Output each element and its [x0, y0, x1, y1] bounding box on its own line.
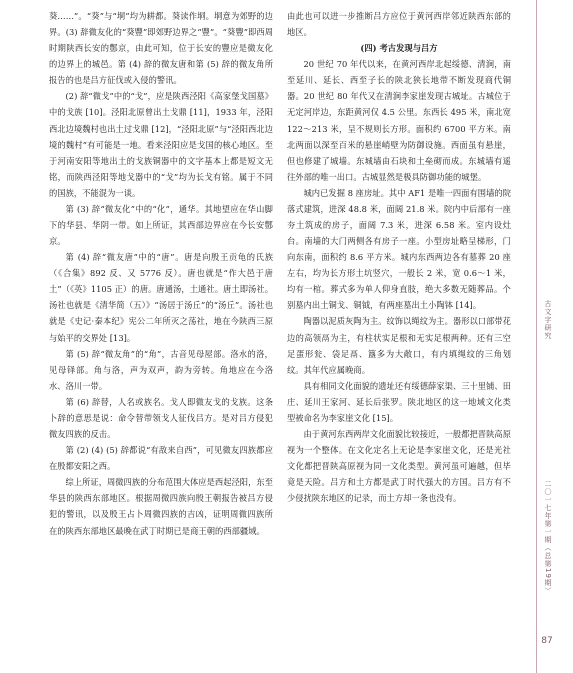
body-paragraph: 第 (3) 辞“微友化”中的“化”，通华。其地望应在华山脚下的华县、华阴一带。如上所证，其西部边界应在今长安鄷京。 [49, 203, 273, 247]
body-paragraph: 第 (5) 辞“微友角”的“角”，古音见母屋部。洛水的洛，见母铎部。角与洛，声为双声，韵为旁转。角地应在今洛水、洛川一带。 [49, 348, 273, 391]
body-paragraph: 第 (2) (4) (5) 辞都说“有敌来自西”，可见微友四族都应在殷都安阳之西。 [49, 445, 273, 472]
body-paragraph: 由此也可以进一步推断吕方应位于黄河西岸邻近陕西东部的地区。 [287, 11, 511, 38]
page-number: 87 [541, 636, 553, 646]
body-paragraph: 城内已发掘 8 座房址。其中 AF1 是唯一四面有围墙的院落式建筑，进深 48.8 米，面阔 21.8 米。院内中后部有一座夯土筑成的房子，面阔 7.3 米，进深 6.58 米。室内设灶台。南墙的大门两侧各有房子一座。小型房址略呈梯形，门向东南，面积约 8.6 平方米。城内东西两边各有墓葬 20 座左右，均为长方形土坑竖穴，一般长 2 米，宽 0.6～1 米，均有一棺。葬式多为单人仰身直肢，绝大多数无随葬品。个别墓内出土铜戈、铜钺，有两座墓出土小陶钵 [14]。 [287, 187, 511, 311]
body-paragraph: 20 世纪 70 年代以来，在黄河西岸北起绥德、清涧，南至延川、延长、西至子长的陕北狭长地带不断发现商代铜器。20 世纪 80 年代又在清涧李家崖发现古城址。古城位于无定河岸边，东距黄河仅 4.5 公里。东西长 495 米，南北宽 122～213 米，呈不规则长方形。面积约 6700 平方米。南北两面以深至百米的悬崖峭壁为防御设施。西面虽有悬崖，但也修建了城墙。东城墙由石块和土垒砌而成。东城墙有遥往外部的唯一出口。古城显然是极具防御功能的城堡。 [287, 59, 511, 182]
body-paragraph: 陶器以泥质灰陶为主。纹饰以绳纹为主。器形以口部带花边的高领鬲为主，有柱状实足根和无实足根两种。还有三空足蛋形瓮、袋足鬲、簋多为大敞口，有内填绳纹的三角划纹。其年代应属晚商。 [287, 316, 511, 375]
body-paragraph: 葵……”。“葵”与“垌”均为耕都。葵读作垌。垌意为郊野的边界。(3) 辞微友化的“葵豐”即郊野边界之“豐”。“葵豐”即西周时期陕西长安的鄷京，由此可知，位于长安的豐应是微友化的边界上的城邑。第 (4) 辞的微友唐和第 (5) 辞的微友角所报告的也是吕方征伐或入侵的警讯。 [49, 11, 273, 86]
body-paragraph: 第 (4) 辞“微友唐”中的“唐”。唐是向殷王贡龟的氏族（《合集》892 反、又 5776 反）。唐也就是“作大邑于唐土”（《英》1105 正）的唐。唐通汤，土通社。唐土即汤社。汤社也就是《清华简（五）》“汤居于汤丘”的“汤丘”。汤社也就是《史记·秦本纪》宪公二年所灭之荡社，地在今陕西三原与始平的交界处 [13]。 [49, 252, 273, 343]
body-paragraph: 由于黄河东西两岸文化面貌比较接近，一般都把晋陕高原视为一个整体。在文化定名上无论是李家崖文化，还是光社文化都把晋陕高原视为同一文化类型。黄河虽可遍越，但毕竟是天险。吕方和土方都是武丁时代强大的方国。吕方有不少侵扰陕东地区的记录，而土方却一条也没有。 [287, 429, 511, 504]
right-text-column [287, 8, 511, 506]
running-issue-label: 二〇一七年第一期（总第19期） [544, 480, 552, 595]
body-paragraph: 综上所证，周微四族的分布范围大体应是西起泾阳，东至华县的陕西东部地区。根据周微四族向殷王朝报告被吕方侵犯的警讯，以及殷王占卜周微四族的吉凶，证明周微四族所在的陕西东部地区最晚在武丁时期已是商王朝的西部疆域。 [49, 477, 273, 536]
body-paragraph: 第 (6) 辞替，人名或族名。戈人即微友戈的戈族。这条卜辞的意思是说：命令替带领戈人征伐吕方。是对吕方侵犯微友四族的反击。 [49, 396, 273, 440]
section-heading: (四) 考古发现与吕方 [360, 43, 438, 54]
body-paragraph: 具有相同文化面貌的遗址还有绥德薛家渠、三十里铺、田庄、延川王家河、延长后张罗。陕北地区的这一地域文化类型被命名为李家崖文化 [15]。 [287, 380, 511, 423]
left-text-column [49, 8, 273, 539]
running-journal-title: 古文字研究 [544, 300, 552, 340]
body-paragraph: (2) 辞“微戈”中的“戈”，应是陕西泾阳《高家堡戈国墓》中的戈族 [10]。泾阳北原曾出土戈鼎 [11]，1933 年，泾阳西北边境魏村也出土过戈鼎 [12]，“泾阳北原”与“泾阳西北边境的魏村”有可能是一地。看来泾阳应是戈国的核心地区。至于河南安阳等地出土的戈族铜器中的文字基本上都是短文无铭，而陕西泾阳等地戈器中的“戈”均为长戈有铭。属于不同的国族，不能混为一谈。 [49, 91, 273, 198]
